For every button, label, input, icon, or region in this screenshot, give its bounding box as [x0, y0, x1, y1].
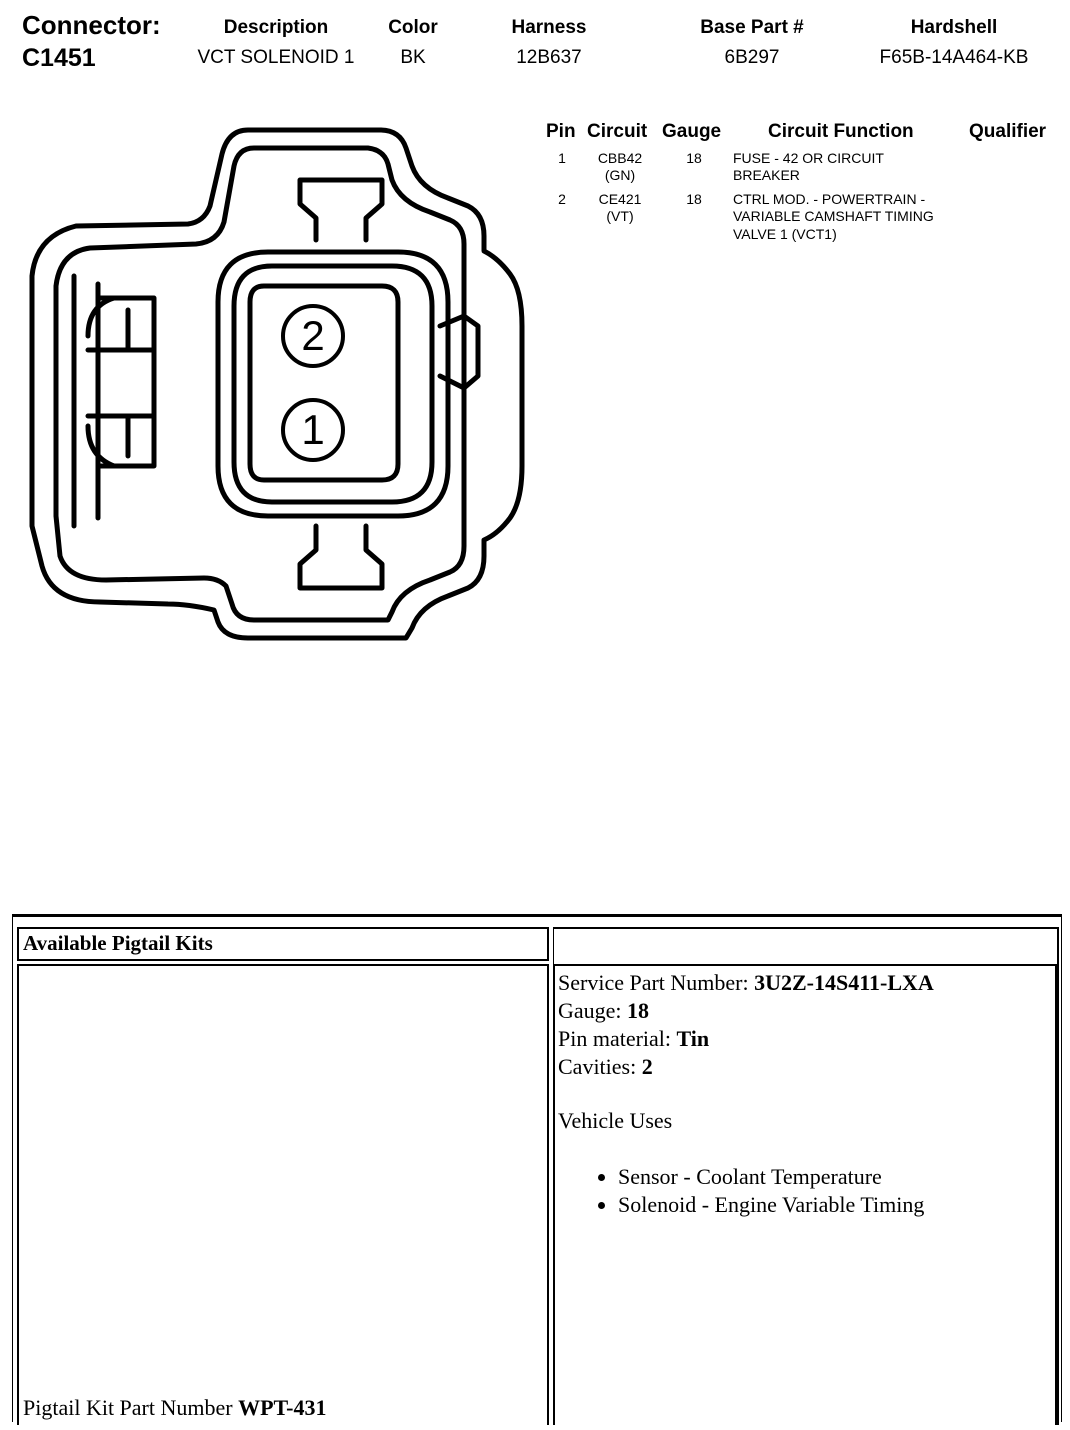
- pin-material-line: [558, 1025, 1052, 1053]
- connector-face-diagram: [28, 126, 528, 646]
- harness-header: Harness: [511, 17, 587, 38]
- pigtail-left-cell: [17, 964, 549, 1425]
- row1-gauge: 18: [686, 150, 702, 166]
- vehicle-uses-list: [558, 1163, 1052, 1219]
- row2-function-line3: VALVE 1 (VCT1): [733, 226, 837, 242]
- pin-2-label: 2: [301, 312, 325, 359]
- pigtail-details: [555, 966, 1055, 1222]
- kit-part-number-value: WPT-431: [238, 1395, 327, 1420]
- function-col-header: Circuit Function: [768, 121, 914, 142]
- base-part-header: Base Part #: [700, 17, 804, 38]
- pin-material-label: Pin material:: [558, 1026, 672, 1051]
- row1-pin: 1: [558, 150, 566, 166]
- vehicle-uses-label: Vehicle Uses: [558, 1108, 673, 1133]
- cavities-label: Cavities:: [558, 1054, 637, 1079]
- description-header: Description: [223, 17, 329, 38]
- connector-label: Connector:: [22, 10, 161, 40]
- qualifier-col-header: Qualifier: [969, 121, 1047, 142]
- row1-function-line1: FUSE - 42 OR CIRCUIT: [733, 150, 884, 166]
- bottom-key: [300, 526, 382, 588]
- inner-shell: [56, 148, 464, 620]
- row2-circuit: CE421: [598, 191, 642, 207]
- row1-function-line2: BREAKER: [733, 167, 800, 183]
- row1-color: (GN): [604, 167, 636, 183]
- pin-material-value: Tin: [676, 1026, 710, 1051]
- gauge-col-header: Gauge: [662, 121, 722, 142]
- vehicle-use-item: • Sensor - Coolant Temperature: [618, 1163, 1052, 1191]
- pigtail-details-cell: [553, 964, 1057, 1425]
- cavity-mid: [234, 266, 432, 502]
- circuit-col-header: Circuit: [587, 121, 648, 142]
- gauge-value: 18: [627, 998, 650, 1023]
- pigtail-kits-table: [12, 914, 1062, 1422]
- row2-gauge: 18: [686, 191, 702, 207]
- service-part-label: Service Part Number:: [558, 970, 749, 995]
- gauge-line: [558, 997, 1052, 1025]
- kit-part-number-label: Pigtail Kit Part Number: [23, 1395, 233, 1420]
- pin-1-label: 1: [301, 406, 325, 453]
- description-value: VCT SOLENOID 1: [197, 47, 355, 68]
- color-value: BK: [400, 47, 426, 68]
- service-part-value: 3U2Z-14S411-LXA: [754, 970, 934, 995]
- cavities-line: [558, 1053, 1052, 1081]
- left-latch: [74, 276, 154, 526]
- hardshell-value: F65B-14A464-KB: [879, 47, 1029, 68]
- cavities-value: 2: [641, 1054, 653, 1079]
- pigtail-title-cell: [17, 927, 549, 961]
- top-key: [300, 180, 382, 240]
- harness-value: 12B637: [516, 47, 582, 68]
- pigtail-title: Available Pigtail Kits: [23, 931, 213, 955]
- color-header: Color: [388, 17, 438, 38]
- service-part-line: [558, 969, 1052, 997]
- row2-pin: 2: [558, 191, 566, 207]
- row1-circuit: CBB42: [597, 150, 643, 166]
- pin-col-header: Pin: [546, 121, 576, 142]
- row2-color: (VT): [606, 208, 634, 224]
- connector-id: C1451: [22, 44, 96, 72]
- base-part-value: 6B297: [724, 47, 780, 68]
- gauge-label: Gauge:: [558, 998, 622, 1023]
- row2-function-line1: CTRL MOD. - POWERTRAIN -: [733, 191, 926, 207]
- kit-part-number-line: [23, 1395, 327, 1421]
- hardshell-header: Hardshell: [910, 17, 998, 38]
- row2-function-line2: VARIABLE CAMSHAFT TIMING: [733, 208, 934, 224]
- vehicle-use-item: • Solenoid - Engine Variable Timing: [618, 1191, 1052, 1219]
